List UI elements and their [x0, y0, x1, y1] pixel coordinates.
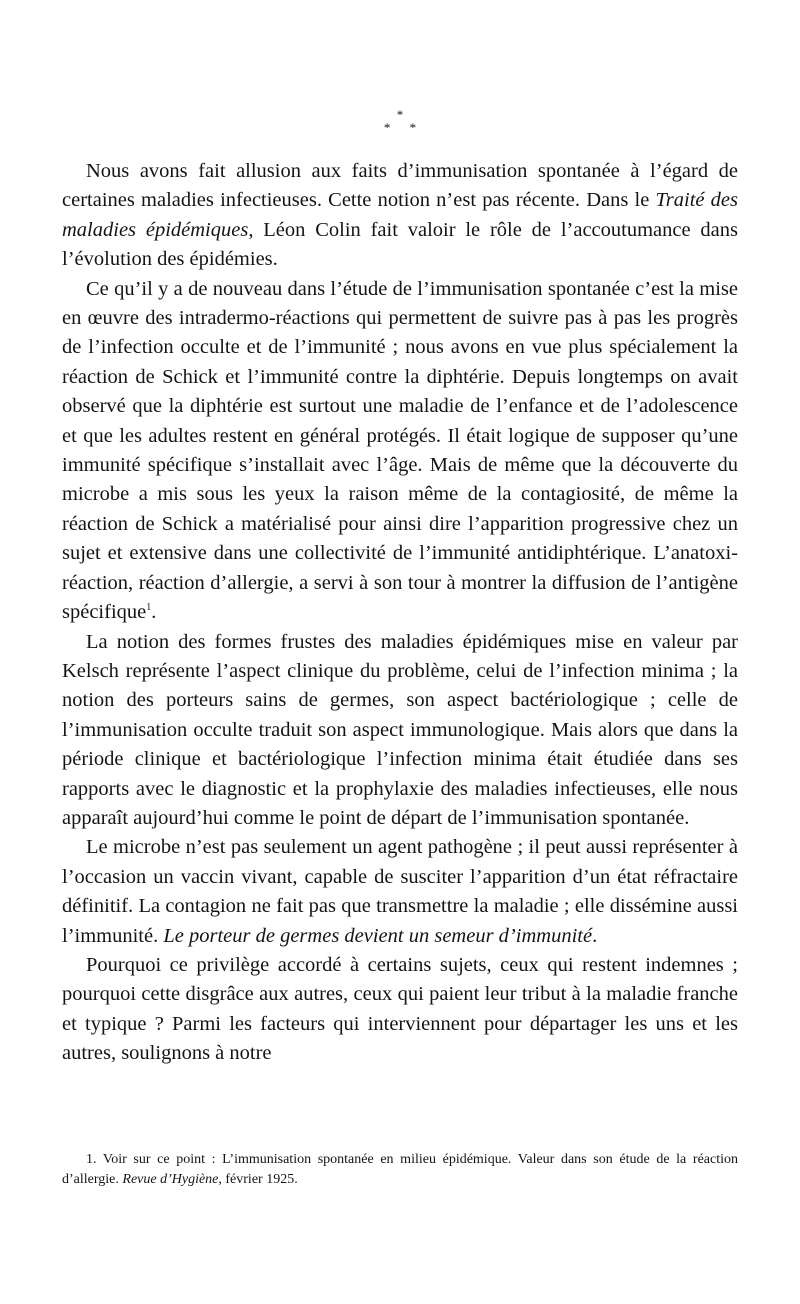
- paragraph-2-end: .: [151, 601, 157, 624]
- footnote-number: 1.: [86, 1152, 97, 1167]
- footnote-text: Voir sur ce point : L’immunisation spontanée en milieu épidémique. Valeur dans son étude de la réaction d’allergie.: [62, 1152, 738, 1187]
- paragraph-2-text: Ce qu’il y a de nouveau dans l’étude de l’immunisation spontanée c’est la mise en œuvre des intradermo-réactions qui permettent de suivre pas à pas les progrès de l’infection occulte et de l’immunité ; nous avons en vue plus spécialement la réaction de Schick et l’immunité contre la diphtérie. Depuis longtemps on avait observé que la diphtérie est surtout une maladie de l’enfance et de l’adolescence et que les adultes restent en général protégés. Il était logique de supposer qu’une immunité spécifique s’installait avec l’âge. Mais de même que la découverte du microbe a mis sous les yeux la raison même de la contagiosité, de même la réaction de Schick a matérialisé pour ainsi dire l’apparition progressive chez un sujet et extensive dans une collectivité de l’immunité antidiphtérique. L’anatoxi-réaction, réaction d’allergie, a servi à son tour à montrer la diffusion de l’antigène spécifique: [62, 277, 738, 624]
- paragraph-4-text-a: Le microbe n’est pas seulement un agent pathogène ; il peut aussi représenter à l’occasion un vaccin vivant, capable de susciter l’apparition d’un état réfractaire définitif. La contagion ne fait pas que transmettre la maladie ; elle dissémine aussi l’immunité.: [62, 836, 738, 947]
- body-text: [62, 157, 738, 1069]
- paragraph-3-text: La notion des formes frustes des maladies épidémiques mise en valeur par Kelsch représente l’aspect clinique du problème, celui de l’infection minima ; la notion des porteurs sains de germes, son aspect bactériologique ; celle de l’immunisation occulte traduit son aspect immunologique. Mais alors que dans la période clinique et bactériologique l’infection minima était étudiée dans ses rapports avec le diagnostic et la prophylaxie des maladies infectieuses, elle nous apparaît aujourd’hui comme le point de départ de l’immunisation spontanée.: [62, 630, 738, 829]
- paragraph-1-text-b: , Léon Colin fait valoir le rôle de l’accoutumance dans l’évolution des épidémies.: [62, 218, 738, 271]
- footnote-date: , février 1925.: [218, 1172, 298, 1187]
- paragraph-1-text-a: Nous avons fait allusion aux faits d’immunisation spontanée à l’égard de certaines maladies infectieuses. Cette notion n’est pas récente. Dans le: [62, 160, 738, 212]
- paragraph-5: [62, 951, 738, 1069]
- footnote-reference: 1: [146, 602, 152, 614]
- asterism-bottom: * *: [383, 120, 425, 135]
- emphasis-italic: Le porteur de germes devient un semeur d’immunité: [163, 924, 593, 947]
- paragraph-1: [62, 157, 738, 275]
- section-asterism: [62, 108, 738, 142]
- footnote-1: [62, 1150, 738, 1190]
- asterism-top: *: [396, 107, 404, 122]
- paragraph-4: [62, 833, 738, 951]
- footnote: [62, 1150, 738, 1190]
- book-title-italic: Traité des maladies épidémiques: [62, 189, 738, 241]
- footnote-journal: Revue d’Hygiène: [122, 1172, 219, 1187]
- paragraph-4-text-b: .: [592, 924, 598, 947]
- paragraph-2: [62, 275, 738, 628]
- paragraph-3: [62, 628, 738, 834]
- document-page: [62, 0, 738, 1304]
- paragraph-5-text: Pourquoi ce privilège accordé à certains sujets, ceux qui restent indemnes ; pourquoi cette disgrâce aux autres, ceux qui paient leur tribut à la maladie franche et typique ? Parmi les facteurs qui interviennent pour départager les uns et les autres, soulignons à notre: [62, 953, 738, 1065]
